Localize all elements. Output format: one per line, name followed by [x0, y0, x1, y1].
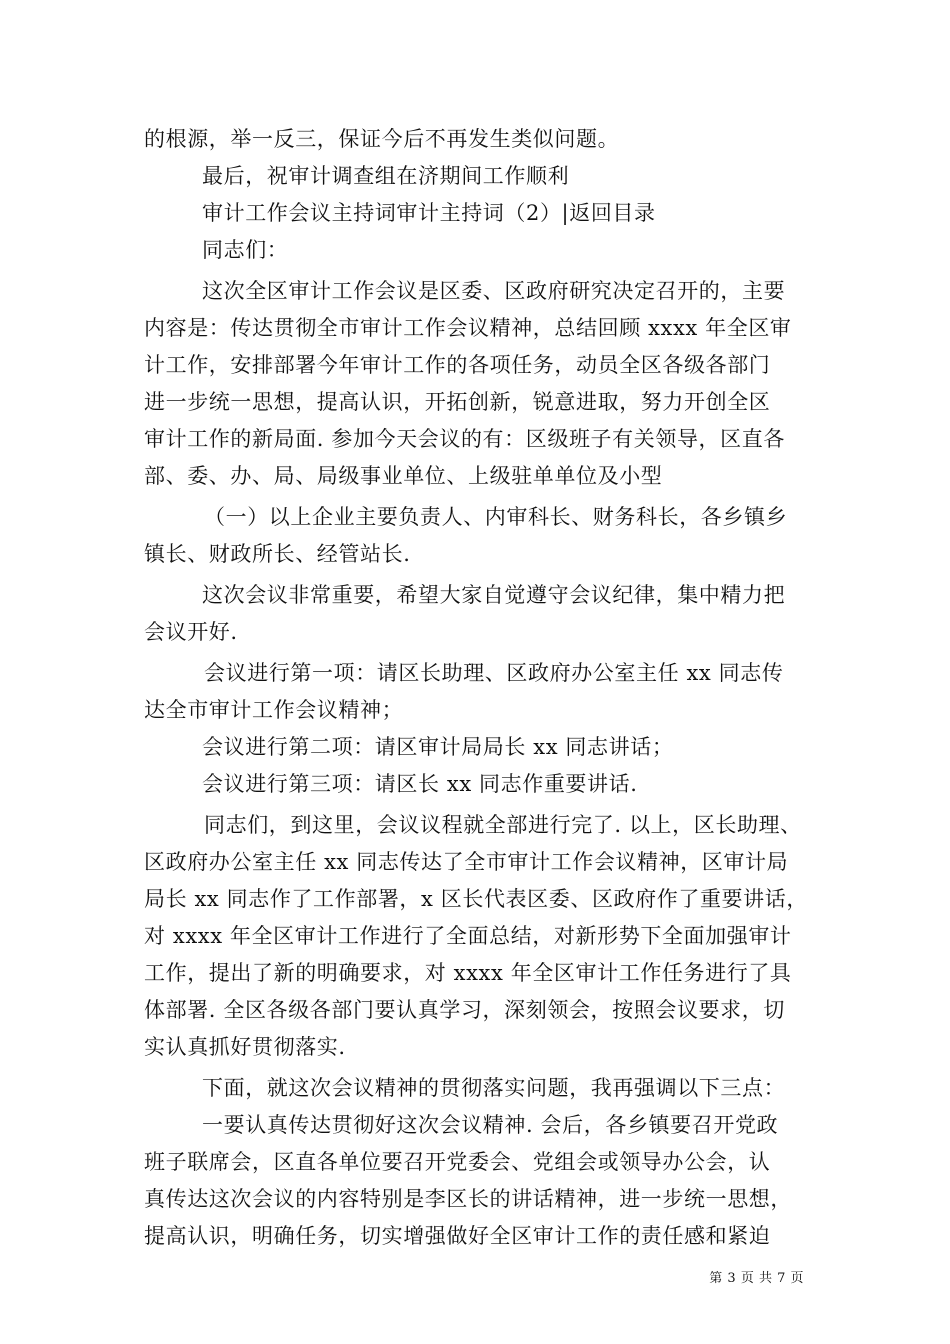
section-heading-link[interactable]: 审计工作会议主持词审计主持词（2）|返回目录 [202, 201, 656, 225]
paragraph-line: 这次会议非常重要，希望大家自觉遵守会议纪律，集中精力把 [202, 583, 786, 607]
paragraph-line: 最后，祝审计调查组在济期间工作顺利 [202, 164, 570, 188]
paragraph-line: 实认真抓好贯彻落实. [144, 1035, 346, 1059]
paragraph-line: 同志们，到这里，会议议程就全部进行完了. 以上，区长助理、 [204, 813, 802, 837]
paragraph-line: 提高认识，明确任务，切实增强做好全区审计工作的责任感和紧迫 [144, 1224, 771, 1248]
paragraph-line: 对 xxxx 年全区审计工作进行了全面总结，对新形势下全面加强审计 [144, 924, 792, 948]
paragraph-line: 达全市审计工作会议精神； [144, 698, 404, 722]
paragraph-line: 镇长、财政所长、经管站长. [144, 542, 411, 566]
paragraph-line: 计工作，安排部署今年审计工作的各项任务，动员全区各级各部门 [144, 353, 771, 377]
paragraph-line: 体部署. 全区各级各部门要认真学习，深刻领会，按照会议要求，切 [144, 998, 785, 1022]
page-number: 第 3 页 共 7 页 [709, 1271, 804, 1286]
paragraph-line: 班子联席会，区直各单位要召开党委会、党组会或领导办公会，认 [144, 1150, 771, 1174]
paragraph-line: 下面，就这次会议精神的贯彻落实问题，我再强调以下三点： [202, 1076, 786, 1100]
document-body [144, 121, 816, 1255]
paragraph-line: 审计工作的新局面. 参加今天会议的有：区级班子有关领导，区直各 [144, 427, 785, 451]
paragraph-line: 的根源，举一反三，保证今后不再发生类似问题。 [144, 127, 620, 151]
paragraph-line: 进一步统一思想，提高认识，开拓创新，锐意进取，努力开创全区 [144, 390, 771, 414]
paragraph-line: 会议进行第三项：请区长 xx 同志作重要讲话. [202, 772, 638, 796]
paragraph-line: 会议进行第一项：请区长助理、区政府办公室主任 xx 同志传 [204, 661, 784, 685]
paragraph-line: 真传达这次会议的内容特别是李区长的讲话精神，进一步统一思想， [144, 1187, 792, 1211]
paragraph-line: 工作，提出了新的明确要求，对 xxxx 年全区审计工作任务进行了具 [144, 961, 792, 985]
paragraph-line: 会议开好. [144, 620, 238, 644]
paragraph-line: 这次全区审计工作会议是区委、区政府研究决定召开的，主要 [202, 279, 786, 303]
paragraph-line: 内容是：传达贯彻全市审计工作会议精神，总结回顾 xxxx 年全区审 [144, 316, 792, 340]
paragraph-line: 会议进行第二项：请区审计局局长 xx 同志讲话； [202, 735, 674, 759]
paragraph-line: 区政府办公室主任 xx 同志传达了全市审计工作会议精神，区审计局 [144, 850, 789, 874]
paragraph-line: 部、委、办、局、局级事业单位、上级驻单单位及小型 [144, 464, 663, 488]
paragraph-line: （一）以上企业主要负责人、内审科长、财务科长，各乡镇乡 [204, 505, 788, 529]
paragraph-line: 一要认真传达贯彻好这次会议精神. 会后，各乡镇要召开党政 [202, 1113, 779, 1137]
paragraph-line: 局长 xx 同志作了工作部署，x 区长代表区委、区政府作了重要讲话， [144, 887, 808, 911]
salutation: 同志们： [202, 238, 289, 262]
